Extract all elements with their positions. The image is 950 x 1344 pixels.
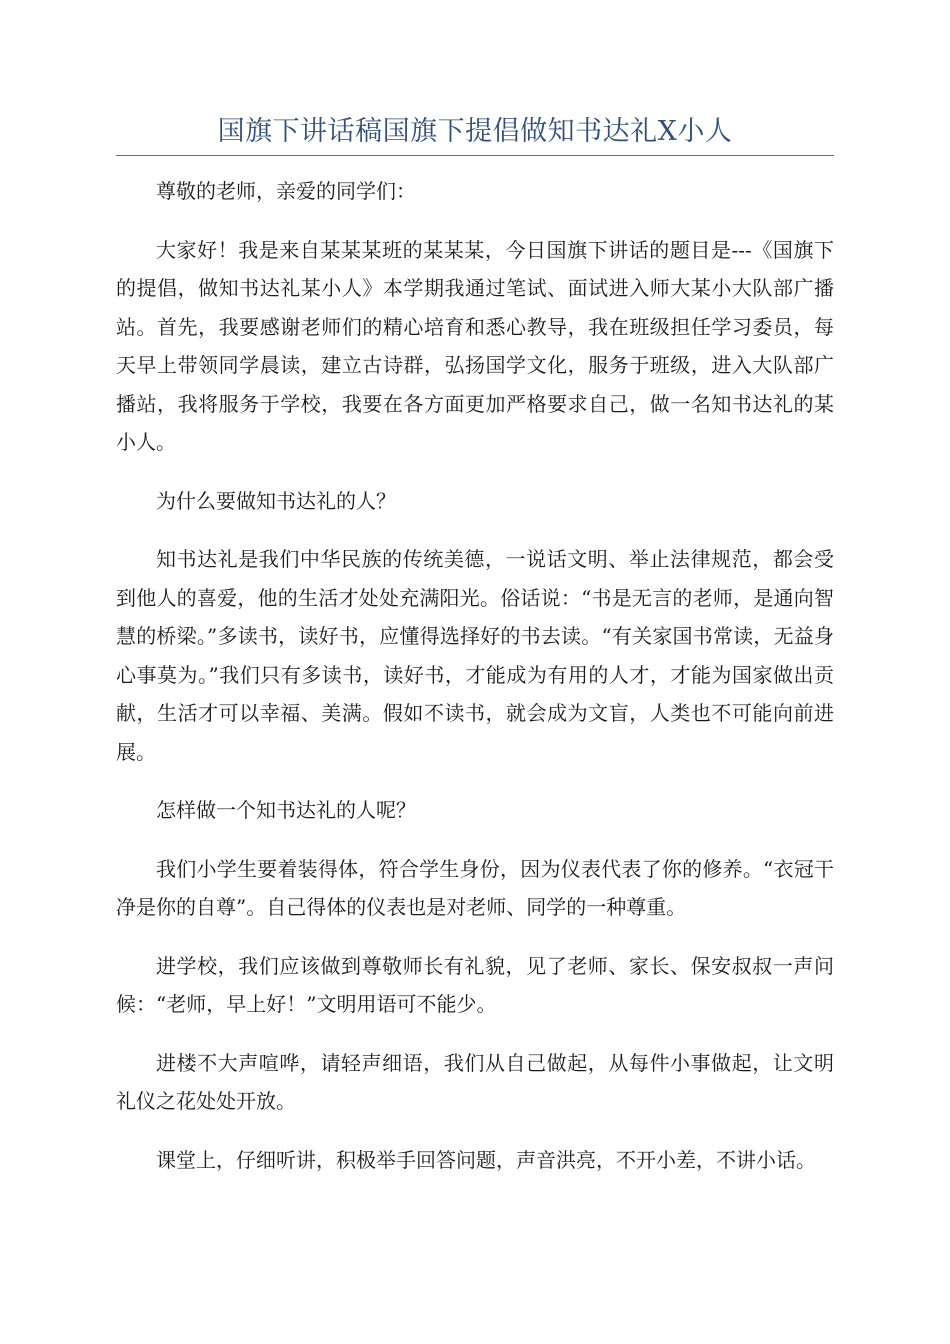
paragraph-greetings-at-school: 进学校，我们应该做到尊敬师长有礼貌，见了老师、家长、保安叔叔一声问候：“老师，早上好！”文明用语可不能少。 (116, 953, 834, 1016)
paragraph-question-how: 怎样做一个知书达礼的人呢？ (156, 798, 416, 822)
document-title: 国旗下讲话稿国旗下提倡做知书达礼X小人 (217, 116, 733, 147)
paragraph-quiet-in-building: 进楼不大声喧哗，请轻声细语，我们从自己做起，从每件小事做起，让文明礼仪之花处处开放。 (116, 1050, 834, 1113)
paragraph-reading: 知书达礼是我们中华民族的传统美德，一说话文明、举止法律规范，都会受到他人的喜爱，他的生活才处处充满阳光。俗话说：“书是无言的老师，是通向智慧的桥梁。”多读书，读好书，应懂得选择好的书去读。“有关家国书常读，无益身心事莫为。”我们只有多读书，读好书，才能成为有用的人才，才能为国家做出贡献，生活才可以幸福、美满。假如不读书，就会成为文盲，人类也不可能向前进展。 (116, 547, 834, 764)
document-body (116, 172, 834, 1199)
paragraph-greeting: 尊敬的老师，亲爱的同学们： (156, 179, 416, 203)
paragraph-question-why: 为什么要做知书达礼的人？ (156, 488, 396, 513)
paragraph-classroom: 课堂上，仔细听讲，积极举手回答问题，声音洪亮，不开小差，不讲小话。 (156, 1147, 816, 1172)
paragraph-introduction: 大家好！我是来自某某某班的某某某，今日国旗下讲话的题目是---《国旗下的提倡，做知书达礼某小人》本学期我通过笔试、面试进入师大某小大队部广播站。首先，我要感谢老师们的精心培育和悉心教导，我在班级担任学习委员，每天早上带领同学晨读，建立古诗群，弘扬国学文化，服务于班级，进入大队部广播站，我将服务于学校，我要在各方面更加严格要求自己，做一名知书达礼的某小人。 (116, 237, 834, 454)
title-underline (116, 155, 834, 156)
paragraph-dress: 我们小学生要着装得体，符合学生身份，因为仪表代表了你的修养。“衣冠干净是你的自尊”。自己得体的仪表也是对老师、同学的一种尊重。 (116, 856, 834, 919)
